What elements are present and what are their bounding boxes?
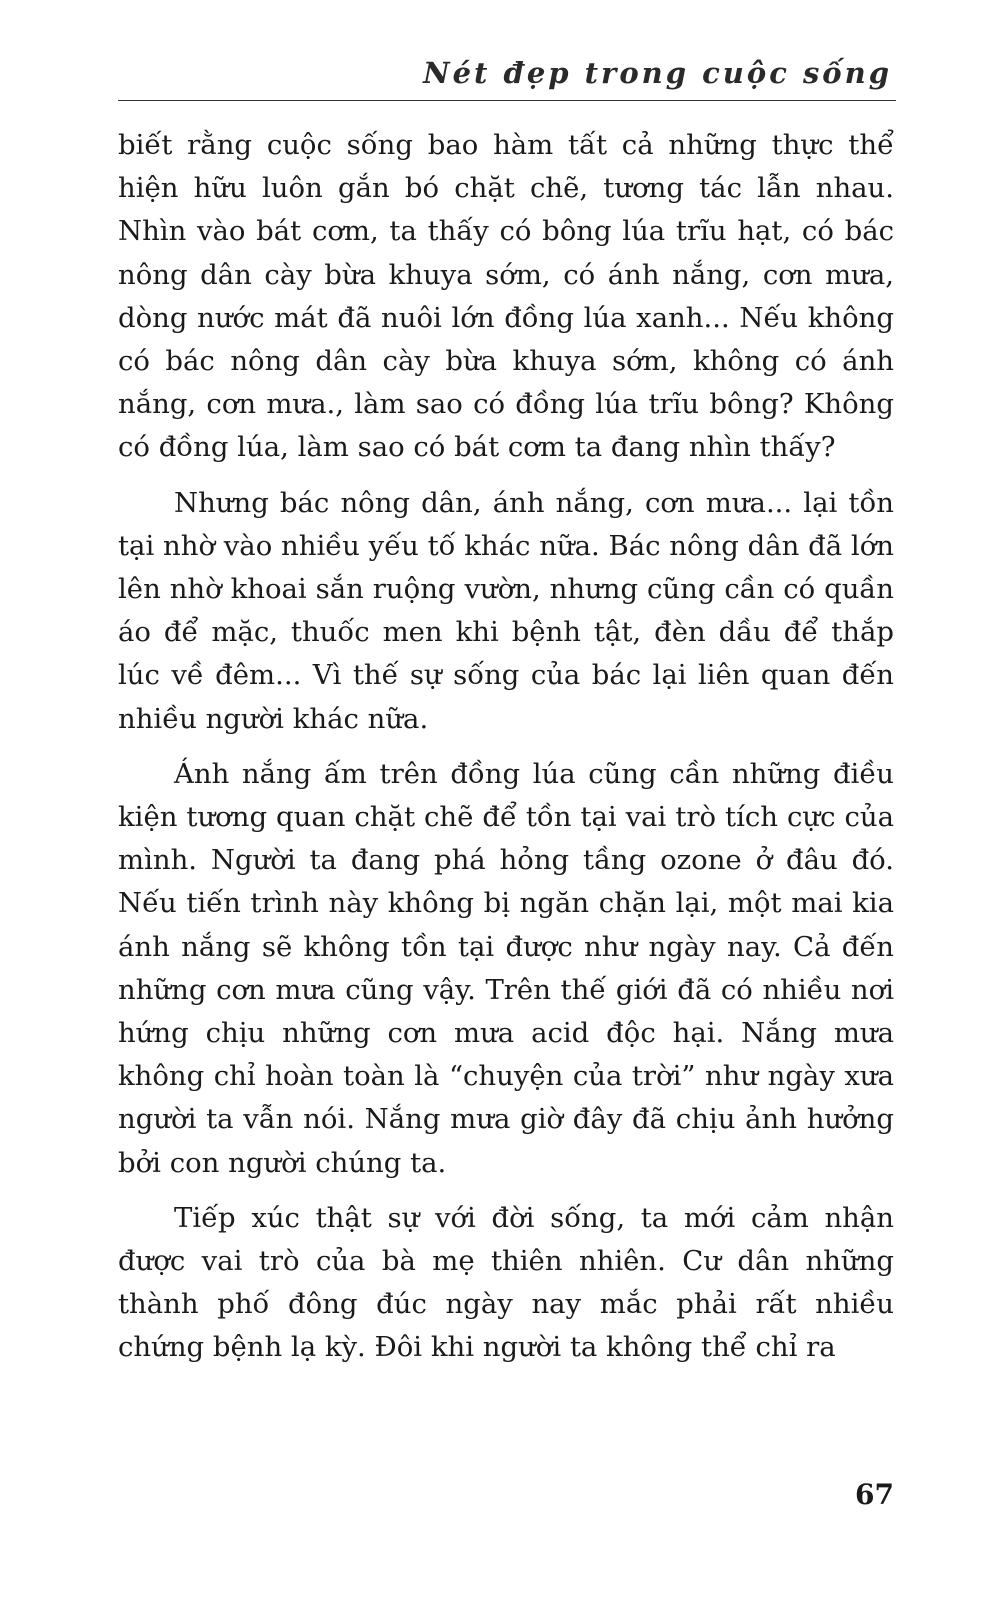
paragraph-3: Ánh nắng ấm trên đồng lúa cũng cần những điều kiện tương quan chặt chẽ để tồn tại vai trò tích cực của mình. Người ta đang phá hỏng tầng ozone ở đâu đó. Nếu tiến trình này không bị ngăn chặn lại, một mai kia ánh nắng sẽ không tồn tại được như ngày nay. Cả đến những cơn mưa cũng vậy. Trên thế giới đã có nhiều nơi hứng chịu những cơn mưa acid độc hại. Nắng mưa không chỉ hoàn toàn là “chuyện của trời” như ngày xưa người ta vẫn nói. Nắng mưa giờ đây đã chịu ảnh hưởng bởi con người chúng ta.: [118, 757, 894, 1179]
paragraph-1: biết rằng cuộc sống bao hàm tất cả những thực thể hiện hữu luôn gắn bó chặt chẽ, tương tác lẫn nhau. Nhìn vào bát cơm, ta thấy có bông lúa trĩu hạt, có bác nông dân cày bừa khuya sớm, có ánh nắng, cơn mưa, dòng nước mát đã nuôi lớn đồng lúa xanh... Nếu không có bác nông dân cày bừa khuya sớm, không có ánh nắng, cơn mưa., làm sao có đồng lúa trĩu bông? Không có đồng lúa, làm sao có bát cơm ta đang nhìn thấy?: [118, 129, 894, 464]
book-title: Nét đẹp trong cuộc sống: [423, 56, 892, 90]
paragraph-2: Nhưng bác nông dân, ánh nắng, cơn mưa... lại tồn tại nhờ vào nhiều yếu tố khác nữa. Bác nông dân đã lớn lên nhờ khoai sắn ruộng vườn, nhưng cũng cần có quần áo để mặc, thuốc men khi bệnh tật, đèn dầu để thắp lúc về đêm... Vì thế sự sống của bác lại liên quan đến nhiều người khác nữa.: [118, 486, 894, 735]
page-number: 67: [855, 1478, 894, 1511]
paragraph-4: Tiếp xúc thật sự với đời sống, ta mới cảm nhận được vai trò của bà mẹ thiên nhiên. Cư dân những thành phố đông đúc ngày nay mắc phải rất nhiều chứng bệnh lạ kỳ. Đôi khi người ta không thể chỉ ra: [118, 1201, 894, 1364]
running-header: [118, 50, 896, 101]
body-text: [118, 124, 894, 1382]
